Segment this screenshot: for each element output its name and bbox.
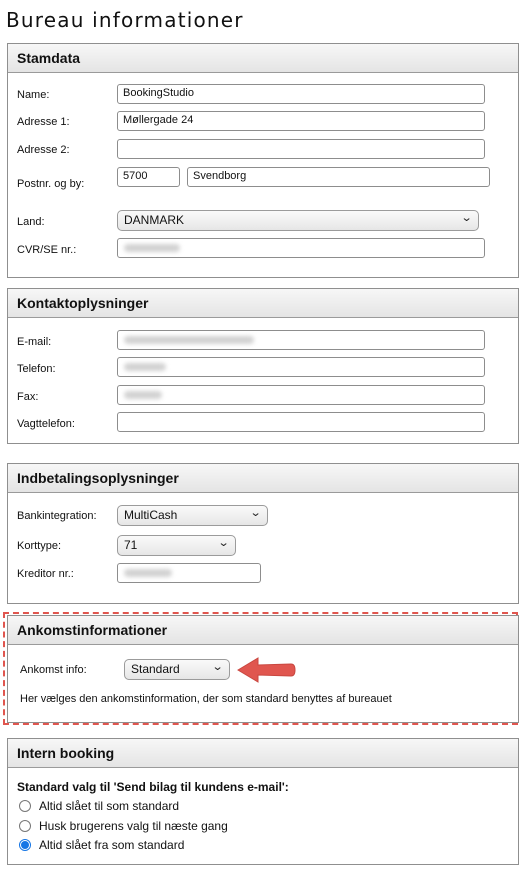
telefon-input[interactable]: [117, 357, 485, 377]
ankomst-description: Her vælges den ankomstinformation, der som standard benyttes af bureauet: [20, 693, 392, 705]
land-select-value: DANMARK: [124, 213, 185, 227]
adresse2-label: Adresse 2:: [17, 144, 70, 156]
chevron-down-icon: ⌄: [460, 212, 473, 224]
redacted-value: [124, 244, 180, 252]
bank-select[interactable]: [117, 505, 268, 526]
kontakt-header: Kontaktoplysninger: [8, 289, 518, 318]
postnr-label: Postnr. og by:: [17, 178, 85, 190]
radio-label: Altid slået fra som standard: [39, 838, 185, 852]
redacted-value: [124, 391, 162, 399]
indbetaling-section: [7, 463, 519, 604]
korttype-select-value: 71: [124, 538, 138, 552]
adresse1-label: Adresse 1:: [17, 116, 70, 128]
name-label: Name:: [17, 89, 50, 101]
intern-header: Intern booking: [8, 739, 518, 768]
adresse1-input[interactable]: Møllergade 24: [117, 111, 485, 131]
vagttelefon-label: Vagttelefon:: [17, 418, 75, 430]
radio-button-selected[interactable]: [19, 839, 31, 851]
redacted-value: [124, 569, 172, 577]
cvr-input[interactable]: [117, 238, 485, 258]
bank-select-value: MultiCash: [124, 508, 178, 522]
stamdata-header: Stamdata: [8, 44, 518, 73]
fax-label: Fax:: [17, 391, 39, 403]
email-input[interactable]: [117, 330, 485, 350]
chevron-down-icon: ⌄: [217, 537, 230, 549]
red-arrow-icon: [234, 652, 296, 688]
korttype-label: Korttype:: [17, 540, 62, 552]
chevron-down-icon: ⌄: [211, 661, 224, 673]
redacted-value: [124, 336, 254, 344]
radio-label: Husk brugerens valg til næste gang: [39, 819, 228, 833]
adresse2-input[interactable]: [117, 139, 485, 159]
postnr-input[interactable]: 5700: [117, 167, 180, 187]
redacted-value: [124, 363, 166, 371]
fax-input[interactable]: [117, 385, 485, 405]
kreditor-label: Kreditor nr.:: [17, 568, 74, 580]
intern-section: [7, 738, 519, 865]
land-select[interactable]: [117, 210, 479, 231]
ankomst-info-label: Ankomst info:: [20, 664, 87, 676]
name-input[interactable]: BookingStudio: [117, 84, 485, 104]
radio-option-1[interactable]: [19, 799, 179, 813]
indbetaling-header: Indbetalingsoplysninger: [8, 464, 518, 493]
bank-label: Bankintegration:: [17, 510, 97, 522]
radio-button[interactable]: [19, 820, 31, 832]
kreditor-input[interactable]: [117, 563, 261, 583]
chevron-down-icon: ⌄: [249, 507, 262, 519]
vagttelefon-input[interactable]: [117, 412, 485, 432]
land-label: Land:: [17, 216, 45, 228]
korttype-select[interactable]: [117, 535, 236, 556]
ankomst-info-select[interactable]: [124, 659, 230, 680]
by-input[interactable]: Svendborg: [187, 167, 490, 187]
ankomst-header: Ankomstinformationer: [8, 616, 518, 645]
stamdata-section: [7, 43, 519, 278]
page-title: Bureau informationer: [6, 8, 244, 32]
intern-question: Standard valg til 'Send bilag til kundens e-mail':: [17, 780, 289, 794]
radio-label: Altid slået til som standard: [39, 799, 180, 813]
radio-button[interactable]: [19, 800, 31, 812]
email-label: E-mail:: [17, 336, 52, 348]
ankomst-info-select-value: Standard: [131, 662, 180, 676]
radio-option-2[interactable]: [19, 819, 228, 833]
radio-option-3[interactable]: [19, 838, 184, 852]
kontakt-section: [7, 288, 519, 444]
cvr-label: CVR/SE nr.:: [17, 244, 77, 256]
telefon-label: Telefon:: [17, 363, 56, 375]
